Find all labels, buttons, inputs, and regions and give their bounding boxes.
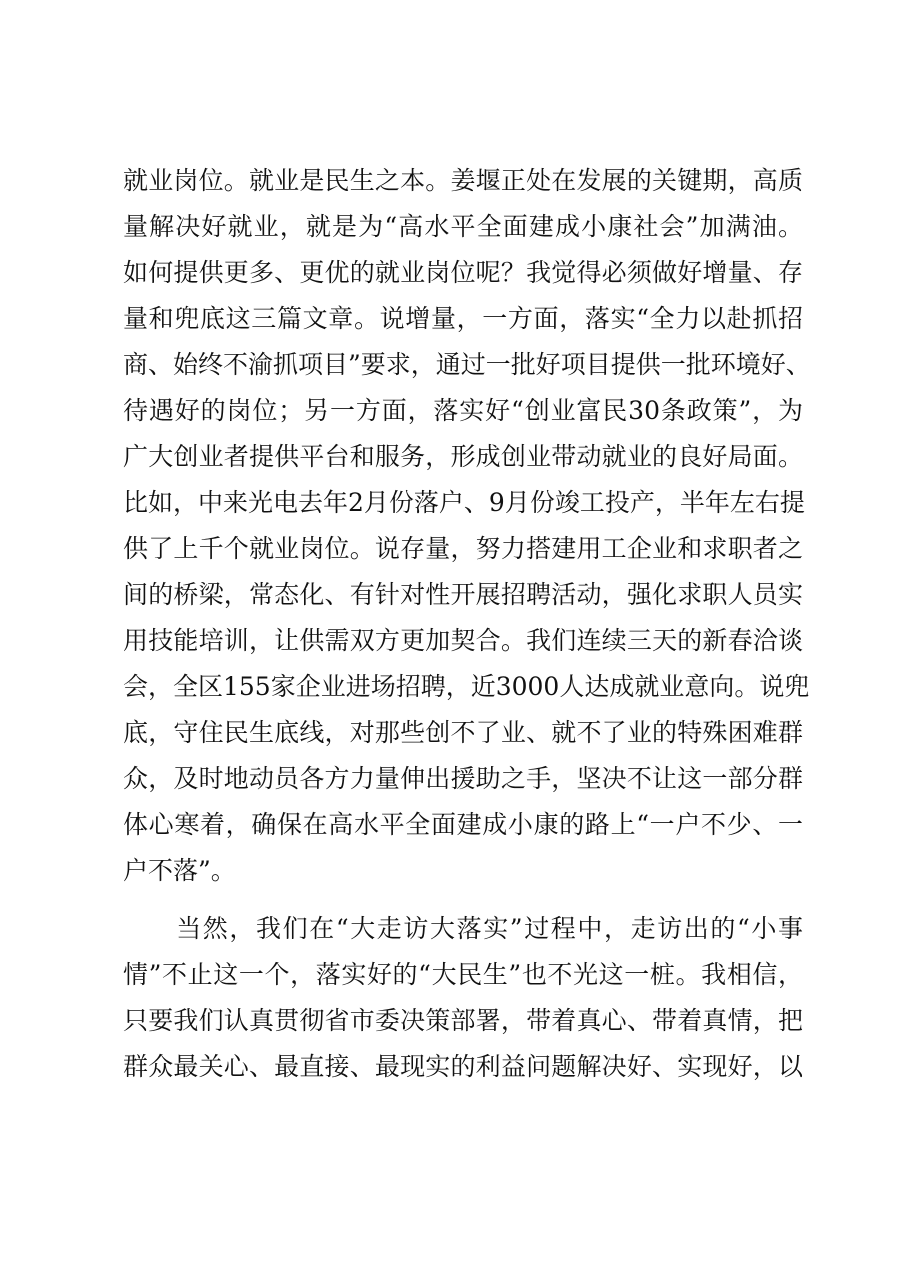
text-line: 就业岗位。就业是民生之本。姜堰正处在发展的关键期，高质 [123, 166, 803, 195]
text-line: 当然，我们在“大走访大落实”过程中，走访出的“小事 [123, 914, 803, 943]
paragraph-2 [123, 906, 803, 1090]
text-line: 量解决好就业，就是为“高水平全面建成小康社会”加满油。 [123, 212, 803, 241]
text-line: 比如，中来光电去年2月份落户、9月份竣工投产，半年左右提 [123, 488, 805, 517]
text-line: 供了上千个就业岗位。说存量，努力搭建用工企业和求职者之 [123, 534, 803, 563]
text-line: 群众最关心、最直接、最现实的利益问题解决好、实现好，以 [123, 1052, 803, 1081]
text-line: 底，守住民生底线，对那些创不了业、就不了业的特殊困难群 [123, 718, 803, 747]
text-line: 间的桥梁，常态化、有针对性开展招聘活动，强化求职人员实 [123, 580, 803, 609]
text-line: 广大创业者提供平台和服务，形成创业带动就业的良好局面。 [123, 442, 803, 471]
text-line: 待遇好的岗位；另一方面，落实好“创业富民30条政策”，为 [123, 396, 803, 425]
paragraph-gap [123, 894, 803, 906]
text-line: 量和兜底这三篇文章。说增量，一方面，落实“全力以赴抓招 [123, 304, 803, 333]
text-line: 会，全区155家企业进场招聘，近3000人达成就业意向。说兜 [123, 672, 810, 701]
text-line: 商、始终不渝抓项目”要求，通过一批好项目提供一批环境好、 [123, 350, 811, 379]
text-line: 只要我们认真贯彻省市委决策部署，带着真心、带着真情，把 [123, 1006, 803, 1035]
text-line: 众，及时地动员各方力量伸出援助之手，坚决不让这一部分群 [123, 764, 803, 793]
document-body [123, 158, 811, 1090]
text-line: 情”不止这一个，落实好的“大民生”也不光这一桩。我相信， [123, 960, 803, 989]
text-line: 用技能培训，让供需双方更加契合。我们连续三天的新春洽谈 [123, 626, 803, 655]
text-line: 如何提供更多、更优的就业岗位呢？我觉得必须做好增量、存 [123, 258, 803, 287]
paragraph-1 [123, 158, 811, 894]
text-line: 户不落”。 [123, 856, 236, 885]
text-line: 体心寒着，确保在高水平全面建成小康的路上“一户不少、一 [123, 810, 803, 839]
